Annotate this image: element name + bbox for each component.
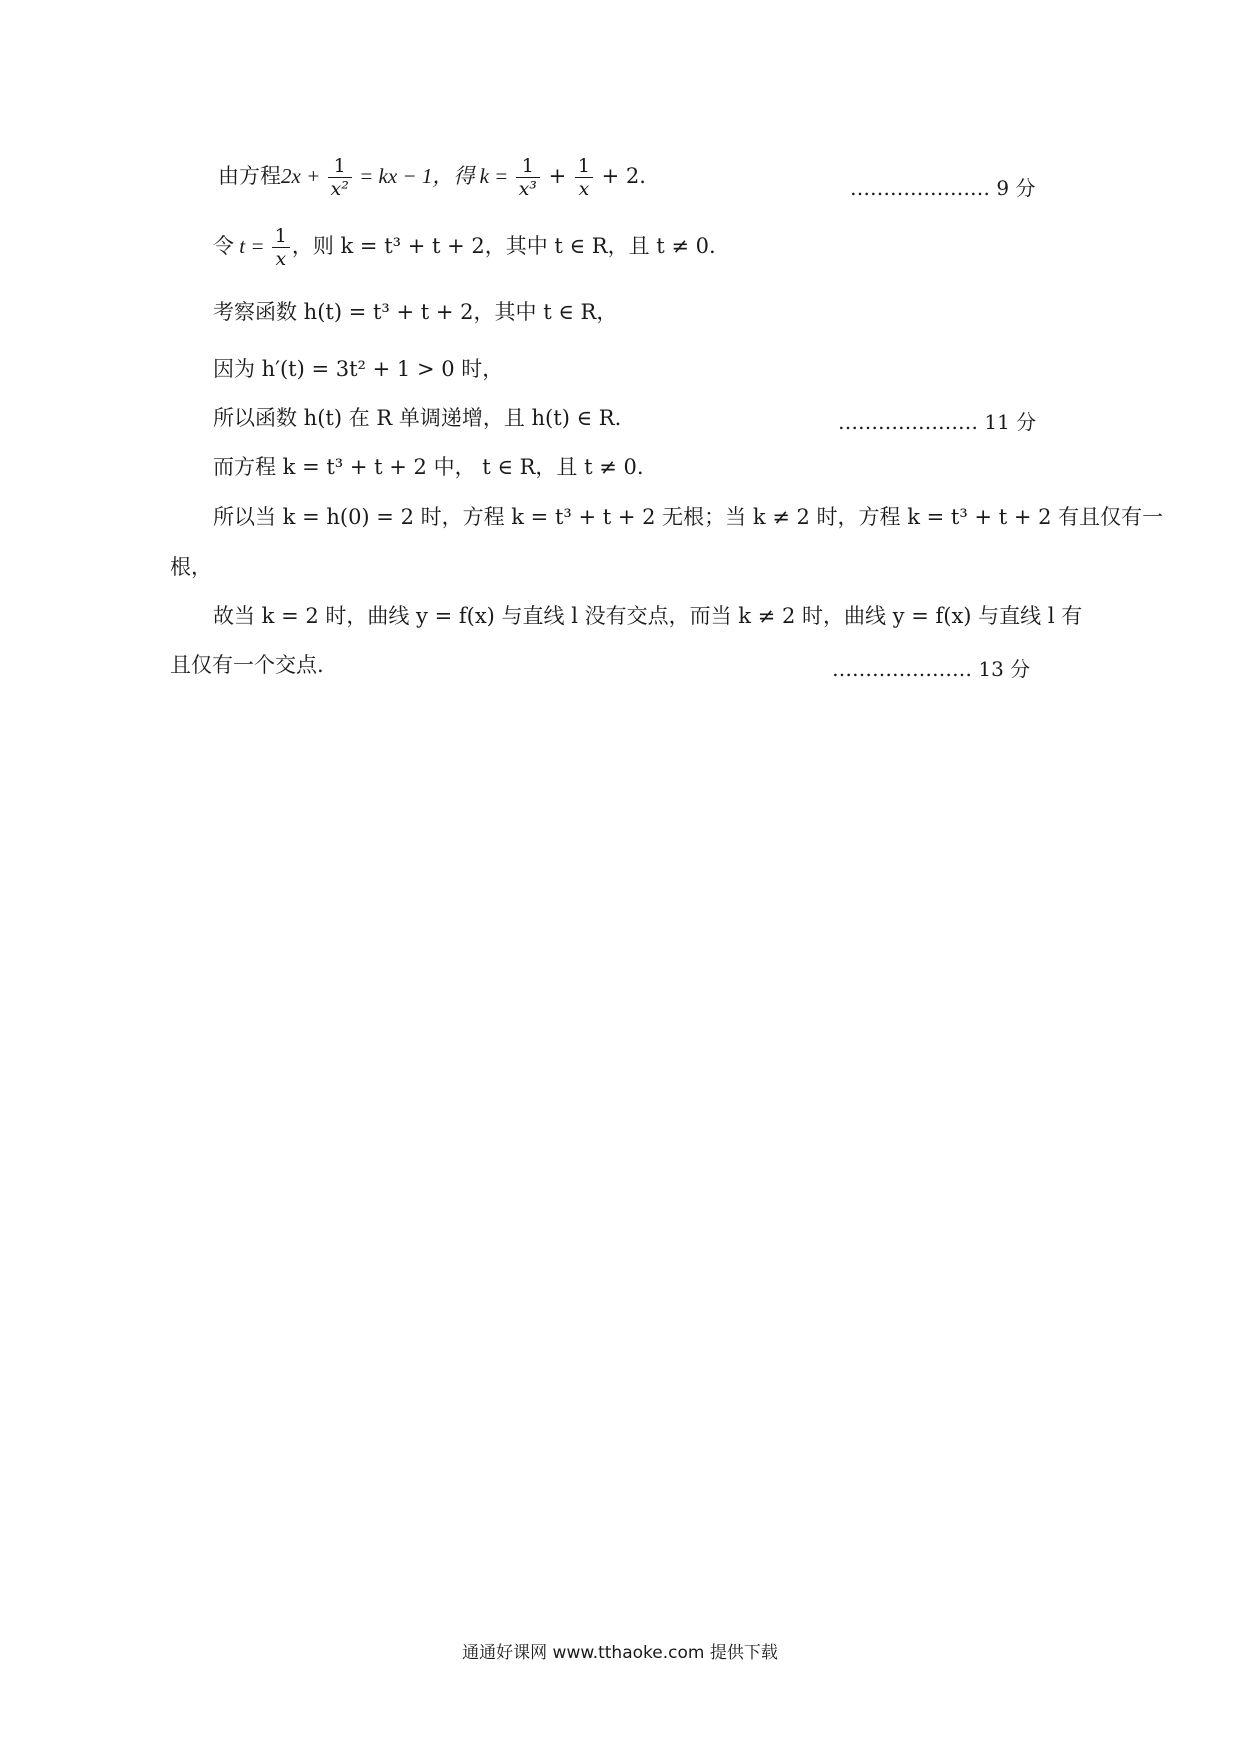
line1-eq: 2x + [281, 164, 326, 188]
score-11: ………………… 11 分 [838, 410, 1037, 434]
equation-line-2 [213, 225, 716, 270]
fraction-1-over-x3: $\frac{1}{\text{x³}}$ [516, 155, 540, 200]
fraction-1-over-x: $\frac{1}{x}$ [575, 155, 593, 200]
line2-prefix: 令 [213, 234, 234, 258]
text-line-8: 根， [170, 555, 212, 579]
text-line-6: 而方程 k = t³ + t + 2 中， t ∈ R，且 t ≠ 0. [213, 455, 644, 479]
text-line-7: 所以当 k = h(0) = 2 时，方程 k = t³ + t + 2 无根；当 k ≠ 2 时，方程 k = t³ + t + 2 有且仅有一 [213, 505, 1164, 529]
equation-line-1 [218, 155, 646, 200]
text-line-9: 故当 k = 2 时，曲线 y = f(x) 与直线 l 没有交点，而当 k ≠ 2 时，曲线 y = f(x) 与直线 l 有 [213, 604, 1083, 628]
score-9: ………………… 9 分 [850, 176, 1036, 200]
line1-k: k = [474, 164, 514, 188]
text-line-10: 且仅有一个交点. [170, 653, 324, 677]
line1-prefix: 由方程 [218, 164, 281, 188]
score-13: ………………… 13 分 [832, 657, 1031, 681]
line1-tail: + 2. [594, 164, 646, 188]
fraction-1-over-x-line2: $\frac{1}{x}$ [272, 225, 290, 270]
line1-plus: + [541, 164, 573, 188]
text-line-3: 考察函数 h(t) = t³ + t + 2，其中 t ∈ R， [213, 300, 618, 324]
text-line-5: 所以函数 h(t) 在 R 单调递增，且 h(t) ∈ R. [213, 406, 622, 430]
footer-credit: 通通好课网 www.tthaoke.com 提供下载 [462, 1643, 778, 1663]
text-line-4: 因为 h′(t) = 3t² + 1 > 0 时， [213, 357, 504, 381]
line1-eq2: = kx − 1，得 [353, 164, 475, 188]
line2-t: t = [234, 234, 270, 258]
fraction-1-over-x2: $\frac{1}{\text{x²}}$ [328, 155, 352, 200]
line2-rest: ，则 k = t³ + t + 2，其中 t ∈ R，且 t ≠ 0. [291, 234, 716, 258]
